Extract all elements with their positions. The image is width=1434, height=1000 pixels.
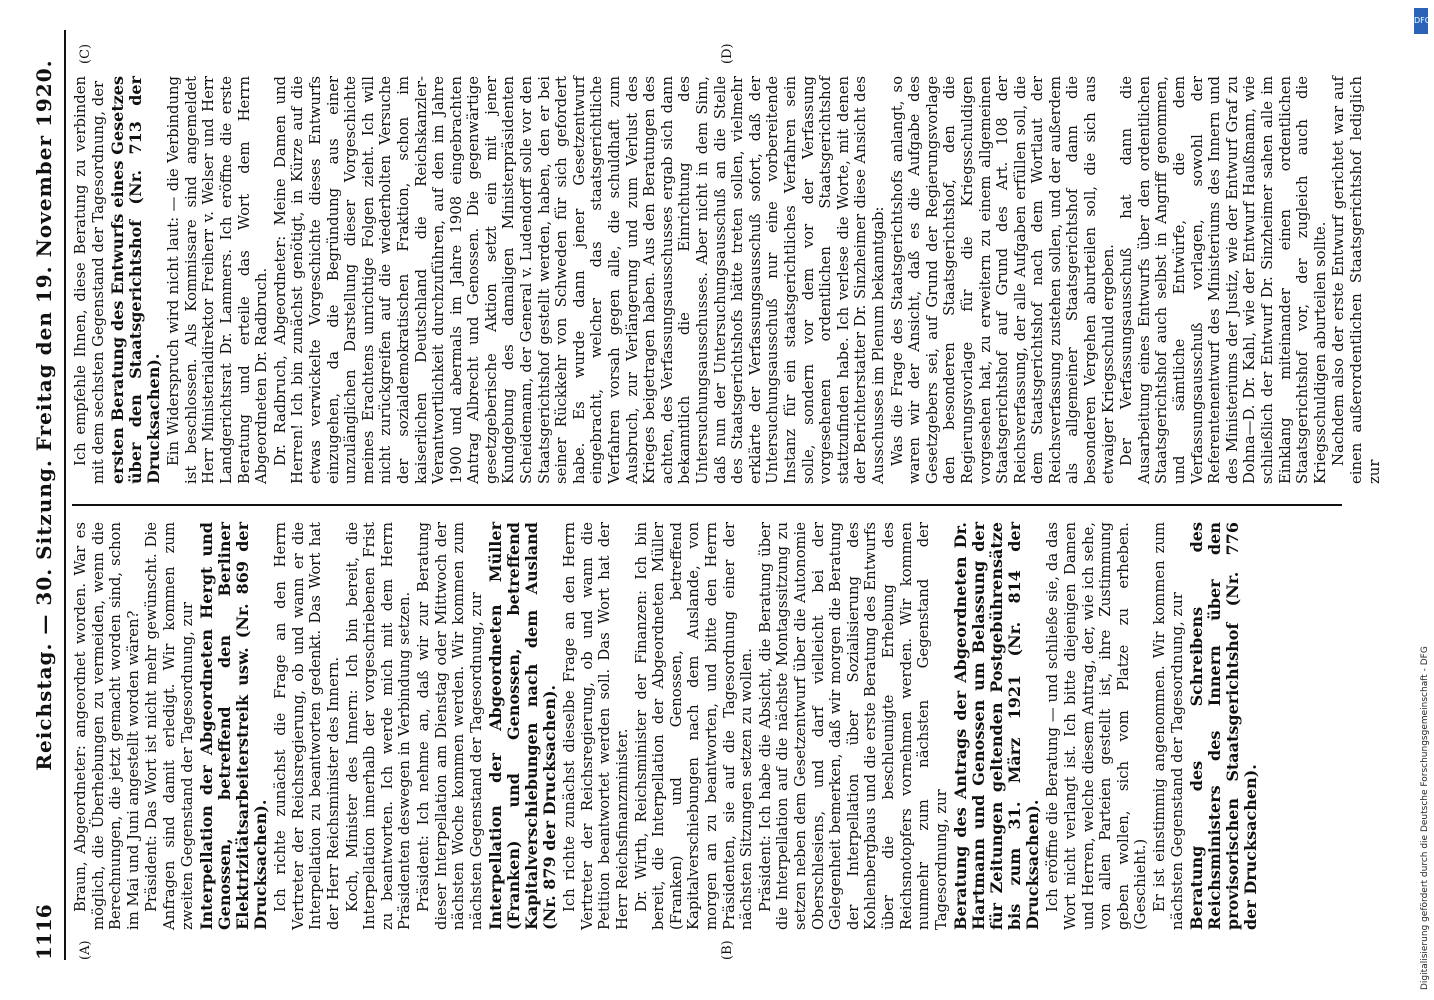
column-divider	[72, 504, 1342, 506]
paragraph: Er ist einstimmig angenommen. Wir kommen zum nächsten Gegenstand der Tagesordnung, zur	[1150, 522, 1186, 930]
paragraph: Koch, Minister des Innern: Ich bin bereit, die Interpellation innerhalb der vorgeschriebenen Frist zu beantworten. Ich werde mich mit dem Herrn Präsidenten deswegen in Verbindung setzen.	[343, 522, 414, 930]
paragraph: Dr. Radbruch, Abgeordneter: Meine Damen und Herren! Ich bin zunächst genötigt, in Kürze auf die etwas verwickelte Vorgeschichte dieses Entwurfs einzugehen, da die Begründung aus einer unzulänglichen Darstellung dieser Vorgeschichte meines Erachtens unrichtige Folgen zieht. Ich will nicht zurückgreifen auf die wiederholten Versuche der sozialdemokratischen Fraktion, schon im kaiserlichen Deutschland die Reichskanzler-Verantwortlichkeit durchzuführen, auf den im Jahre 1900 und abermals im Jahre 1908 eingebrachten Antrag Albrecht und Genossen. Die gegenwärtige gesetzgeberische Aktion setzt ein mit jener Kundgebung des damaligen Ministerpräsidenten Scheidemann, der General v. Ludendorff solle vor den Staatsgerichtshof gestellt werden, haben, den er bei seiner Rückkehr von Schweden für sich gefordert habe. Es wurde dann jener Gesetzentwurf eingebracht, welcher das staatsgerichtliche Verfahren vorsah gegen alle, die schuldhaft zum Ausbruch, zur Verlängerung und zum Verlust des Krieges beigetragen haben. Aus den Beratungen des achten, des Verfassungsausschusses ergab sich dann bekanntlich die Einrichtung des Untersuchungsausschusses. Aber nicht in dem Sinn, daß nun der Untersuchungsausschuß an die Stelle des Staatsgerichtshofs hätte treten sollen, vielmehr erklärte der Verfassungsausschuß sofort, daß der Untersuchungsausschuß nur eine vorbereitende Instanz für ein staatsgerichtliches Verfahren sein solle, sondern vor dem vor der Verfassung vorgesehenen ordentlichen Staatsgerichtshof stattzufinden habe. Ich verlese die Worte, mit denen der Berichterstatter Dr. Sinzheimer diese Ansicht des Ausschusses im Plenum bekanntgab:	[271, 76, 887, 484]
left-column	[72, 522, 1312, 930]
paragraph: Ich richte zunächst dieselbe Frage an den Herrn Vertreter der Reichsregierung, ob und wann die Petition beantwortet werden soll. Das Wort hat der Herr Reichsfinanzminister.	[561, 522, 632, 930]
agenda-heading: Beratung des Schreibens des Reichsministers des Innern über den provisorischen Staatsgerichtshof (Nr. 776 der Drucksachen).	[1187, 522, 1261, 930]
page-number: 1116	[32, 904, 56, 960]
right-column	[72, 76, 1383, 484]
running-title: Reichstag. — 30. Sitzung. Freitag den 19. November 1920.	[32, 59, 56, 771]
paragraph: Braun, Abgeordneter: angeordnet worden. War es möglich, die Überhebungen zu vermeiden, wenn die Berechnungen, die jetzt gemacht worden sind, schon im Mai und Juni angestellt worden wären?	[72, 522, 142, 930]
agenda-heading: Beratung des Antrags der Abgeordneten Dr. Hartmann und Genossen um Belassung der für Zeitungen geltenden Postgebührensätze bis zum 31. März 1921 (Nr. 814 der Drucksachen).	[951, 522, 1043, 930]
paragraph: Präsident: Ich habe die Absicht, die Beratung über die Interpellation auf die nächste Montagssitzung zu setzen neben dem Gesetzentwurf über die Autonomie Oberschlesiens, und darf vielleicht bei der Gelegenheit bemerken, daß wir morgen die Beratung der Interpellation über Sozialisierung des Kohlenbergbaus und die erste Beratung des Entwurfs über die beschleunigte Erhebung des Reichsnotopfers vornehmen werden. Wir kommen nunmehr zum nächsten Gegenstand der Tagesordnung, zur	[756, 522, 950, 930]
agenda-heading: ersten Beratung des Entwurfs eines Gesetzes über den Staatsgerichtshof (Nr. 713 der Drucksachen).	[108, 76, 164, 484]
digitization-note	[1420, 40, 1432, 990]
paragraph: Nachdem also der erste Entwurf gerichtet war auf einen außerordentlichen Staatsgerichtshof lediglich zur	[1330, 76, 1383, 484]
paragraph: Ein Widerspruch wird nicht laut: — die Verbindung ist beschlossen. Als Kommissare sind angemeldet Herr Ministerialdirektor Freiherr v. Welser und Herr Landgerichtsrat Dr. Lammers. Ich eröffne die erste Beratung und erteile das Wort dem Herrn Abgeordneten Dr. Radbruch.	[165, 76, 271, 484]
margin-mark-b: (B)	[720, 940, 735, 960]
paragraph: Präsident: Ich nehme an, daß wir zur Beratung dieser Interpellation am Dienstag oder Mittwoch der nächsten Woche kommen werden. Wir kommen zum nächsten Gegenstand der Tagesordnung, zur	[414, 522, 485, 930]
quoted-paragraph: Was die Frage des Staatsgerichtshofs anlangt, so waren wir der Ansicht, daß es die Aufgabe des Gesetzgebers sei, auf Grund der Regierungsvorlage den besonderen Staatsgerichtshof, den die Regierungsvorlage für die Kriegsschuldigen vorgesehen hat, zu erweitern zu einem allgemeinen Staatsgerichtshof auf Grund des Art. 108 der Reichsverfassung, der alle Aufgaben erfüllen soll, die dem Staatsgerichtshof nach dem Wortlaut der Reichsverfassung zustehen sollen, und der außerdem als allgemeiner Staatsgerichtshof dann die besonderen Vergehen aburteilen soll, die sich aus etwaiger Kriegsschuld ergeben.	[888, 76, 1117, 484]
agenda-heading: Interpellation der Abgeordneten Müller (Franken) und Genossen, betreffend Kapitalverschiebungen nach dem Ausland (Nr. 879 der Drucksachen).	[486, 522, 560, 930]
margin-mark-c: (C)	[78, 43, 93, 64]
margin-mark-a: (A)	[78, 940, 93, 960]
paragraph: Der Verfassungsausschuß hat dann die Ausarbeitung eines Entwurfs über den ordentlichen Staatsgerichtshof auch selbst in Angriff genommen, und sämtliche Entwürfe, die dem Verfassungsausschuß vorlagen, sowohl der Referentenentwurf des Ministeriums des Innern und des Ministeriums der Justiz, wie der Entwurf Graf zu Dohna—D. Dr. Kahl, wie der Entwurf Haußmann, wie schließlich der Entwurf Dr. Sinzheimer sahen alle im Einklang miteinander einen ordentlichen Staatsgerichtshof vor, der zugleich auch die Kriegsschuldigen aburteilen sollte.	[1118, 76, 1329, 484]
header-rule	[64, 30, 66, 960]
paragraph: Dr. Wirth, Reichsminister der Finanzen: Ich bin bereit, die Interpellation der Abgeordneten Müller (Franken) und Genossen, betreffend Kapitalverschiebungen nach dem Auslande, von morgen an zu beantworten, und bitte den Herrn Präsidenten, sie auf die Tagesordnung einer der nächsten Sitzungen setzen zu wollen.	[632, 522, 756, 930]
page-header	[32, 30, 60, 960]
paragraph: Ich richte zunächst die Frage an den Herrn Vertreter der Reichsregierung, ob und wann er die Interpellation zu beantworten gedenkt. Das Wort hat der Herr Reichsminister des Innern.	[272, 522, 342, 930]
agenda-heading: Interpellation der Abgeordneten Hergt und Genossen, betreffend den Berliner Elektrizitätsarbeiterstreik usw. (Nr. 869 der Drucksachen).	[197, 522, 271, 930]
dfg-logo: DFG	[1414, 8, 1428, 34]
digitization-note-text: Digitalisierung gefördert durch die Deutsche Forschungsgemeinschaft - DFG	[1420, 646, 1430, 990]
margin-mark-d: (D)	[720, 43, 735, 64]
paragraph: Ich eröffne die Beratung — und schließe sie, da das Wort nicht verlangt ist. Ich bitte diejenigen Damen und Herren, welche diesem Antrag, der, wie ich sehe, von allen Parteien gestellt ist, ihre Zustimmung geben wollen, sich vom Platze zu erheben. (Geschieht.)	[1044, 522, 1150, 930]
paragraph: Ich empfehle Ihnen, diese Beratung zu verbinden mit dem sechsten Gegenstand der Tagesordnung, der	[72, 76, 107, 484]
paragraph: Präsident: Das Wort ist nicht mehr gewünscht. Die Anfragen sind damit erledigt. Wir kommen zum zweiten Gegenstand der Tagesordnung, zur	[143, 522, 196, 930]
